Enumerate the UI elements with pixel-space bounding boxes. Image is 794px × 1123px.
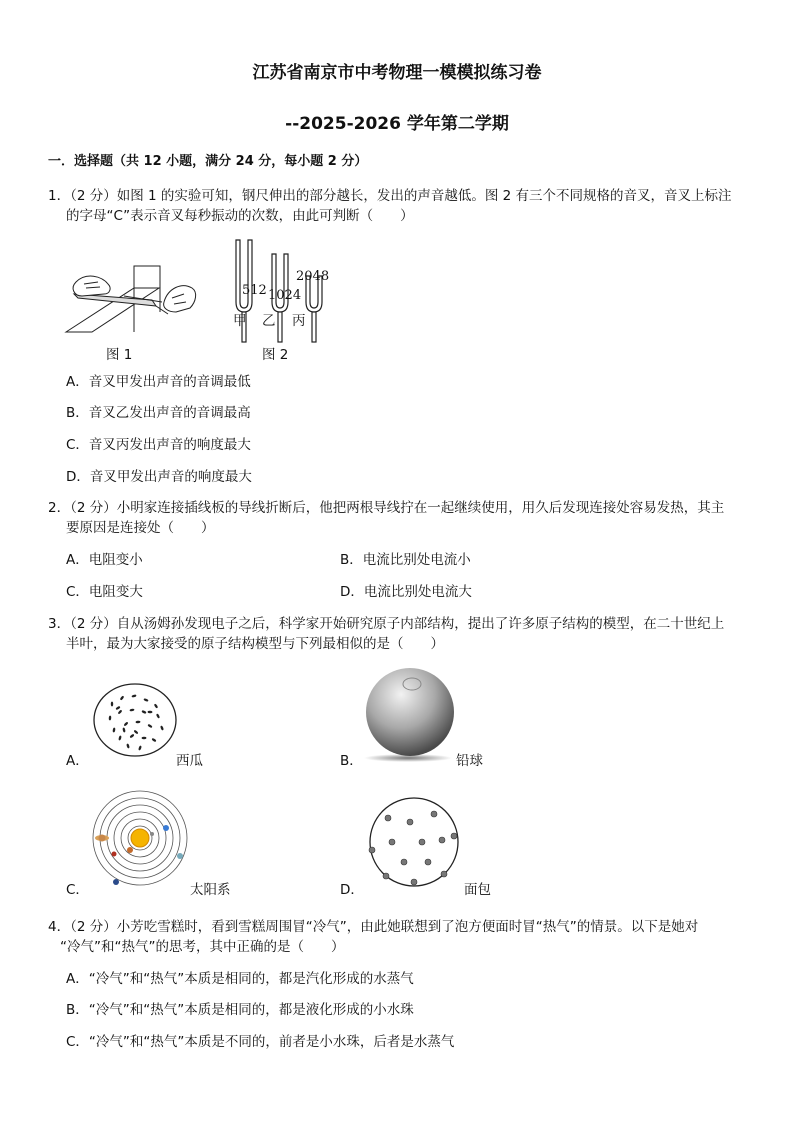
figure-2-caption: 图 2 (262, 347, 289, 363)
fork-2-frequency-label: 1024 (268, 288, 302, 303)
page-subtitle: --2025-2026 学年第二学期 (285, 114, 509, 134)
question-2-option-a[interactable]: A．电阻变小 (66, 552, 143, 568)
question-3-option-c-letter[interactable]: C． (66, 882, 89, 898)
watermelon-seed (111, 702, 113, 707)
fork-2-name-label: 乙 (262, 313, 276, 329)
question-3-option-a-name: 西瓜 (176, 753, 203, 769)
question-4-option-b[interactable]: B．“冷气”和“热气”本质是相同的，都是液化形成的小水珠 (66, 1002, 414, 1018)
question-3-option-d-name: 面包 (464, 882, 491, 898)
question-1-option-a[interactable]: A．音叉甲发出声音的音调最低 (66, 374, 251, 390)
fork-3-name-label: 丙 (292, 313, 306, 329)
question-4-option-a[interactable]: A．“冷气”和“热气”本质是相同的，都是汽化形成的水蒸气 (66, 971, 414, 987)
question-3-text-line1: 3．（2 分）自从汤姆孙发现电子之后，科学家开始研究原子内部结构，提出了许多原子结构的模型，在二十世纪上 (48, 616, 725, 632)
question-2-option-b[interactable]: B．电流比别处电流小 (340, 552, 471, 568)
question-1-option-c[interactable]: C．音叉丙发出声音的响度最大 (66, 437, 251, 453)
question-3-option-d-letter[interactable]: D． (340, 882, 364, 898)
figure-1-ruler-image (64, 232, 204, 362)
bread-model-image (366, 796, 462, 888)
question-2-option-d[interactable]: D．电流比别处电流大 (340, 584, 472, 600)
fork-1-frequency-label: 512 (242, 283, 267, 298)
question-1-option-b[interactable]: B．音叉乙发出声音的音调最高 (66, 405, 251, 421)
section-heading: 一．选择题（共 12 小题，满分 24 分，每小题 2 分） (48, 154, 368, 169)
question-3-option-b-letter[interactable]: B． (340, 753, 363, 769)
question-3-text-line2: 半叶，最为大家接受的原子结构模型与下列最相似的是（ ） (66, 636, 444, 652)
question-3-option-a-letter[interactable]: A． (66, 753, 89, 769)
solar-system-model-image (92, 792, 192, 888)
watermelon-model-image (92, 682, 178, 758)
question-1-option-d[interactable]: D．音叉甲发出声音的响度最大 (66, 469, 252, 485)
question-2-option-c[interactable]: C．电阻变大 (66, 584, 143, 600)
question-3-option-b-name: 铅球 (456, 753, 483, 769)
question-1-text-line1: 1．（2 分）如图 1 的实验可知，钢尺伸出的部分越长，发出的声音越低。图 2 有三个不同规格的音叉，音叉上标注 (48, 188, 732, 204)
shot-put-model-image (366, 668, 456, 764)
question-2-text-line2: 要原因是连接处（ ） (66, 520, 215, 536)
fork-1-name-label: 甲 (233, 313, 247, 329)
page-title: 江苏省南京市中考物理一模模拟练习卷 (252, 63, 542, 83)
question-4-text-line1: 4．（2 分）小芳吃雪糕时，看到雪糕周围冒“冷气”，由此她联想到了泡方便面时冒“热气”的情景。以下是她对 (48, 919, 699, 935)
fork-3-frequency-label: 2048 (296, 269, 330, 284)
question-1-text-line2: 的字母“C”表示音叉每秒振动的次数，由此可判断（ ） (66, 208, 414, 224)
question-3-option-c-name: 太阳系 (190, 882, 231, 898)
question-4-option-c[interactable]: C．“冷气”和“热气”本质是不同的，前者是小水珠，后者是水蒸气 (66, 1034, 455, 1050)
question-2-text-line1: 2．（2 分）小明家连接插线板的导线折断后，他把两根导线拧在一起继续使用，用久后发现连接处容易发热，其主 (48, 500, 725, 516)
figure-1-caption: 图 1 (106, 347, 133, 363)
question-4-text-line2: “冷气”和“热气”的思考，其中正确的是（ ） (60, 939, 345, 955)
